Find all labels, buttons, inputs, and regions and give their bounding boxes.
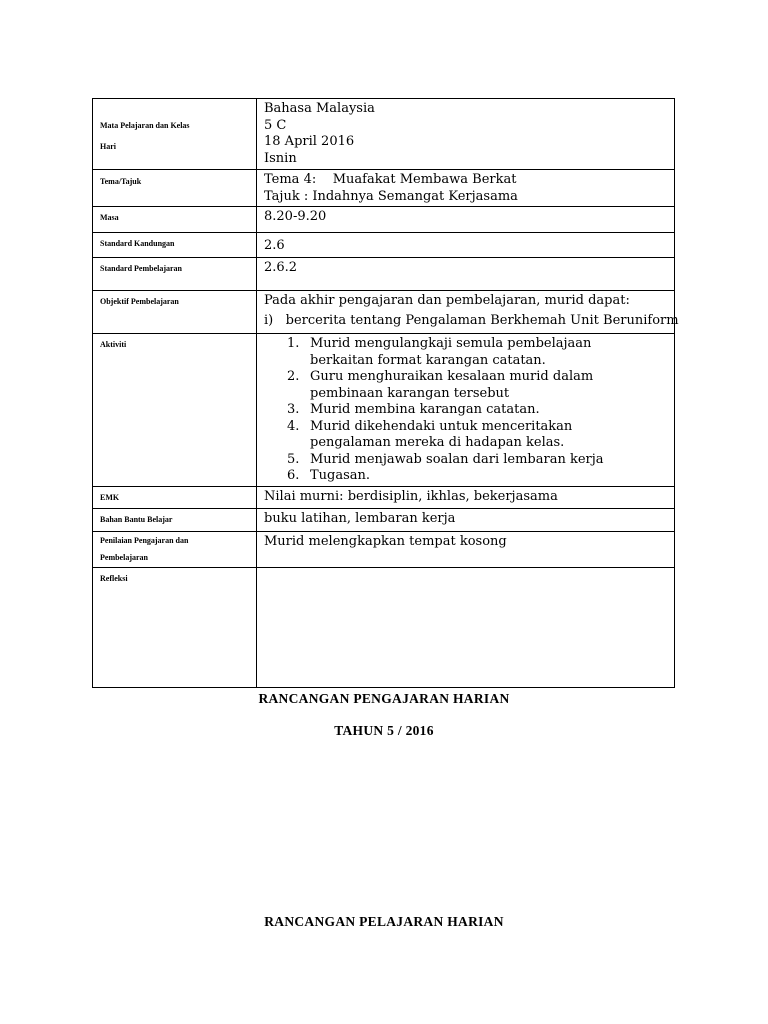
label-objective: Objektif Pembelajaran: [100, 297, 179, 306]
label-cell: [93, 99, 257, 170]
label-cell: [93, 233, 257, 258]
label-assessment: Penilaian Pengajaran dan: [100, 536, 189, 545]
content-standard-text: 2.6: [264, 238, 285, 253]
theme-text: Tema 4: Muafakat Membawa Berkat: [264, 172, 517, 187]
label-cell: [93, 334, 257, 487]
topic-text: Tajuk : Indahnya Semangat Kerjasama: [264, 188, 518, 204]
label-reflection: Refleksi: [100, 574, 128, 583]
date-text: 18 April 2016: [264, 134, 355, 149]
title-daily-plan: RANCANGAN PELAJARAN HARIAN: [264, 914, 504, 929]
label-subject-class: Mata Pelajaran dan Kelas: [100, 121, 190, 130]
label-cell: [93, 487, 257, 509]
row-subject-class: [93, 99, 675, 170]
row-materials: [93, 509, 675, 532]
value-cell: [257, 532, 675, 568]
label-cell: [93, 568, 257, 688]
label-emk: EMK: [100, 493, 120, 502]
list-item: Murid menjawab soalan dari lembaran kerja: [310, 451, 604, 467]
label-activities: Aktiviti: [100, 340, 127, 349]
value-cell: [257, 99, 675, 170]
value-cell: [257, 170, 675, 207]
list-item: Murid membina karangan catatan.: [310, 402, 540, 417]
time-text: 8.20-9.20: [264, 209, 327, 224]
value-cell: [257, 291, 679, 334]
value-cell: [257, 509, 675, 532]
objective-item: i) bercerita tentang Pengalaman Berkhemah Unit Beruniform: [264, 312, 679, 328]
label-cell: [93, 258, 257, 291]
reflection-value-cell: [257, 568, 675, 688]
row-learning-standard: [93, 258, 675, 291]
label-assessment-2: Pembelajaran: [100, 553, 148, 562]
lesson-plan-table: [92, 98, 679, 688]
row-time: [93, 207, 675, 233]
title-year: TAHUN 5 / 2016: [334, 723, 434, 738]
value-cell: [257, 487, 675, 509]
label-day: Hari: [100, 142, 116, 151]
list-item: Murid mengulangkaji semula pembelajaan berkaitan format karangan catatan.: [310, 336, 592, 368]
row-objective: [93, 291, 675, 334]
row-assessment: [93, 532, 675, 568]
class-text: 5 C: [264, 117, 287, 133]
objective-intro: Pada akhir pengajaran dan pembelajaran, murid dapat:: [264, 293, 630, 308]
title-lesson-plan: RANCANGAN PENGAJARAN HARIAN: [258, 691, 510, 706]
row-activities: [93, 334, 675, 487]
list-item: Murid dikehendaki untuk menceritakan pengalaman mereka di hadapan kelas.: [310, 418, 573, 450]
label-materials: Bahan Bantu Belajar: [100, 515, 173, 524]
assessment-text: Murid melengkapkan tempat kosong: [264, 534, 507, 549]
value-cell: [257, 334, 675, 487]
label-time: Masa: [100, 213, 119, 222]
row-theme: [93, 170, 675, 207]
activities-list: [264, 336, 654, 485]
label-cell: [93, 532, 257, 568]
row-emk: [93, 487, 675, 509]
value-cell: [257, 233, 675, 258]
emk-text: Nilai murni: berdisiplin, ikhlas, bekerjasama: [264, 489, 558, 504]
value-cell: [257, 207, 675, 233]
label-cell: [93, 207, 257, 233]
label-learning-standard: Standard Pembelajaran: [100, 264, 182, 273]
row-reflection: [93, 568, 675, 688]
row-content-standard: [93, 233, 675, 258]
materials-text: buku latihan, lembaran kerja: [264, 511, 456, 526]
label-cell: [93, 291, 257, 334]
value-cell: [257, 258, 675, 291]
label-theme: Tema/Tajuk: [100, 177, 142, 186]
subject-text: Bahasa Malaysia: [264, 101, 375, 116]
day-text: Isnin: [264, 150, 297, 166]
label-cell: [93, 509, 257, 532]
label-content-standard: Standard Kandungan: [100, 239, 175, 248]
list-item: Tugasan.: [310, 468, 371, 483]
list-item: Guru menghuraikan kesalaan murid dalam pembinaan karangan tersebut: [310, 369, 594, 401]
label-cell: [93, 170, 257, 207]
learning-standard-text: 2.6.2: [264, 260, 298, 275]
